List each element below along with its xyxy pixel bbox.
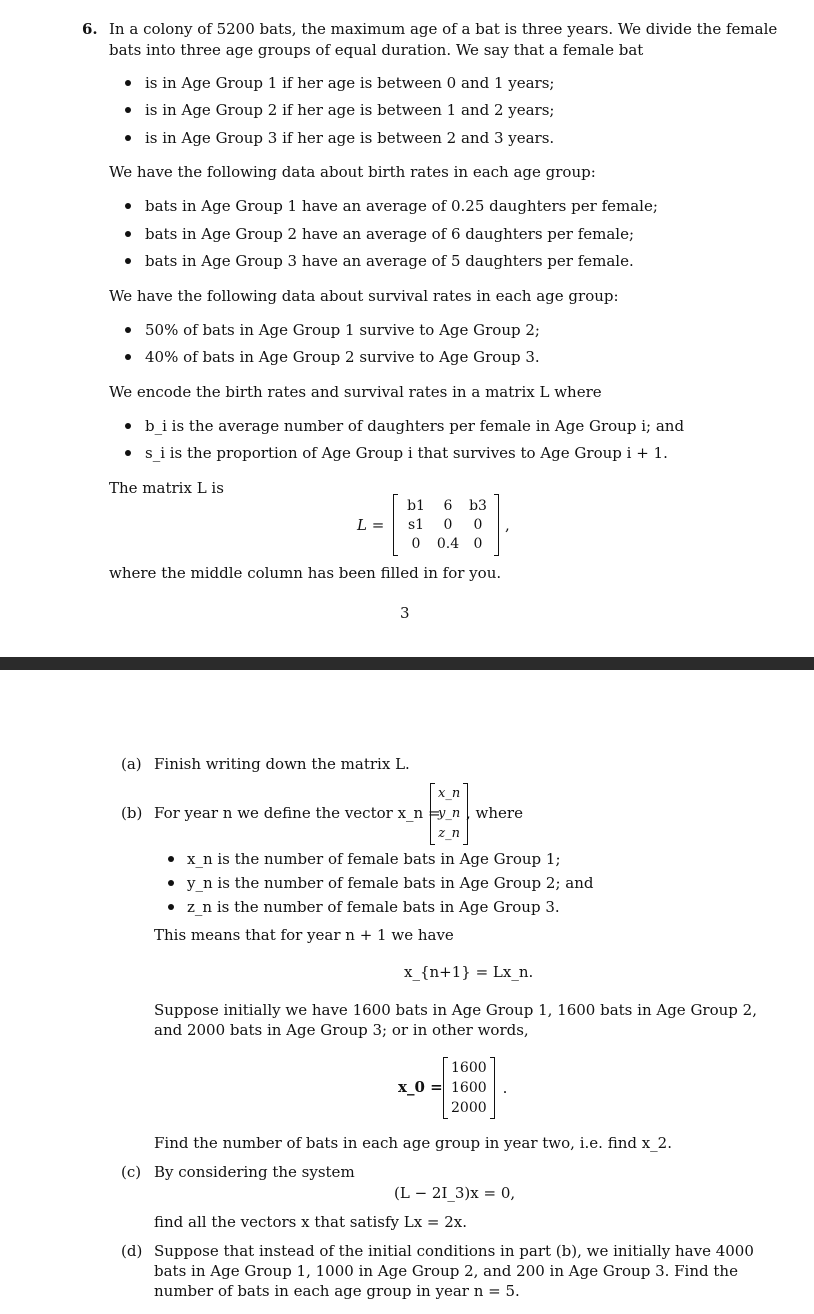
x0-entry: 1600	[451, 1060, 487, 1076]
part-a-text: Finish writing down the matrix L.	[154, 755, 410, 773]
vector-x0	[443, 1057, 507, 1119]
survival-rate-item: 50% of bats in Age Group 1 survive to Age Group 2;	[145, 321, 540, 339]
part-a-label: (a)	[121, 755, 142, 773]
question-number: 6.	[82, 20, 98, 38]
page-2	[0, 670, 814, 1314]
x0-trail: .	[502, 1079, 508, 1097]
survival-intro: We have the following data about survival rates in each age group:	[109, 287, 619, 305]
matrix-outro: where the middle column has been filled in for you.	[109, 564, 502, 582]
birth-rate-item: bats in Age Group 1 have an average of 0.25 daughters per female;	[145, 197, 658, 215]
part-b-equation: x_{n+1} = Lx_n.	[404, 963, 534, 981]
part-b-item: x_n is the number of female bats in Age Group 1;	[187, 850, 561, 868]
matrix-trail: ,	[505, 516, 510, 534]
part-b-means: This means that for year n + 1 we have	[154, 926, 454, 944]
part-d-label: (d)	[121, 1242, 143, 1260]
x0-entry: 1600	[451, 1080, 487, 1096]
birth-rate-item: bats in Age Group 3 have an average of 5 daughters per female.	[145, 252, 634, 270]
matrix-cell: s1	[407, 516, 425, 533]
encode-item: s_i is the proportion of Age Group i that survives to Age Group i + 1.	[145, 444, 668, 462]
birth-rate-item: bats in Age Group 2 have an average of 6 daughters per female;	[145, 225, 635, 243]
bullet	[125, 354, 131, 360]
part-b-lead: For year n we define the vector x_n =	[154, 804, 441, 822]
matrix-cell: 0	[473, 516, 483, 533]
matrix-cell: b3	[469, 497, 487, 514]
part-b-label: (b)	[121, 804, 143, 822]
vector-xn	[430, 783, 468, 845]
matrix-cell: b1	[407, 497, 425, 514]
bullet	[125, 203, 131, 209]
vector-entry: x_n	[438, 786, 461, 801]
matrix-cell: 0	[411, 535, 421, 552]
page-separator	[0, 657, 814, 670]
part-c-text: By considering the system	[154, 1163, 355, 1181]
matrix-intro: The matrix L is	[109, 479, 224, 497]
matrix-cell: 0	[473, 535, 483, 552]
right-bracket	[490, 1057, 495, 1119]
part-b-where: , where	[466, 804, 523, 822]
part-d-line-3: number of bats in each age group in year n = 5.	[154, 1282, 520, 1300]
bullet	[168, 904, 174, 910]
x0-entry: 2000	[451, 1100, 487, 1116]
x0-label: x_0 =	[398, 1078, 443, 1096]
page-1	[0, 0, 814, 655]
part-b-item: z_n is the number of female bats in Age Group 3.	[187, 898, 560, 916]
bullet	[125, 423, 131, 429]
part-c-label: (c)	[121, 1163, 142, 1181]
part-b-item: y_n is the number of female bats in Age Group 2; and	[187, 874, 594, 892]
matrix-label: L =	[357, 516, 385, 534]
matrix-cell: 0.4	[436, 535, 460, 552]
bullet	[125, 231, 131, 237]
bullet	[125, 107, 131, 113]
part-d-line-1: Suppose that instead of the initial conditions in part (b), we initially have 4000	[154, 1242, 754, 1260]
age-group-item: is in Age Group 1 if her age is between 0 and 1 years;	[145, 74, 555, 92]
survival-rate-item: 40% of bats in Age Group 2 survive to Age Group 3.	[145, 348, 540, 366]
vector-entry: z_n	[438, 826, 460, 841]
part-b-suppose-2: and 2000 bats in Age Group 3; or in other words,	[154, 1021, 529, 1039]
bullet	[125, 450, 131, 456]
part-c-equation: (L − 2I_3)x = 0,	[394, 1184, 516, 1202]
bullet	[125, 135, 131, 141]
bullet	[125, 258, 131, 264]
encode-item: b_i is the average number of daughters per female in Age Group i; and	[145, 417, 685, 435]
matrix-l	[393, 494, 510, 556]
encode-intro: We encode the birth rates and survival rates in a matrix L where	[109, 383, 602, 401]
age-group-item: is in Age Group 3 if her age is between 2 and 3 years.	[145, 129, 555, 147]
part-b-find: Find the number of bats in each age group in year two, i.e. find x_2.	[154, 1134, 672, 1152]
part-d-line-2: bats in Age Group 1, 1000 in Age Group 2, and 200 in Age Group 3. Find the	[154, 1262, 738, 1280]
page-number: 3	[400, 604, 410, 622]
bullet	[168, 856, 174, 862]
part-c-find: find all the vectors x that satisfy Lx = 2x.	[154, 1213, 468, 1231]
birth-intro: We have the following data about birth rates in each age group:	[109, 163, 596, 181]
bullet	[168, 880, 174, 886]
vector-entry: y_n	[438, 806, 461, 821]
right-bracket	[494, 494, 499, 556]
intro-line-2: bats into three age groups of equal duration. We say that a female bat	[109, 41, 644, 59]
part-b-suppose-1: Suppose initially we have 1600 bats in Age Group 1, 1600 bats in Age Group 2,	[154, 1001, 757, 1019]
intro-line-1: In a colony of 5200 bats, the maximum age of a bat is three years. We divide the female	[109, 20, 778, 38]
matrix-cell: 6	[443, 497, 453, 514]
bullet	[125, 80, 131, 86]
matrix-cell: 0	[443, 516, 453, 533]
bullet	[125, 327, 131, 333]
age-group-item: is in Age Group 2 if her age is between 1 and 2 years;	[145, 101, 555, 119]
